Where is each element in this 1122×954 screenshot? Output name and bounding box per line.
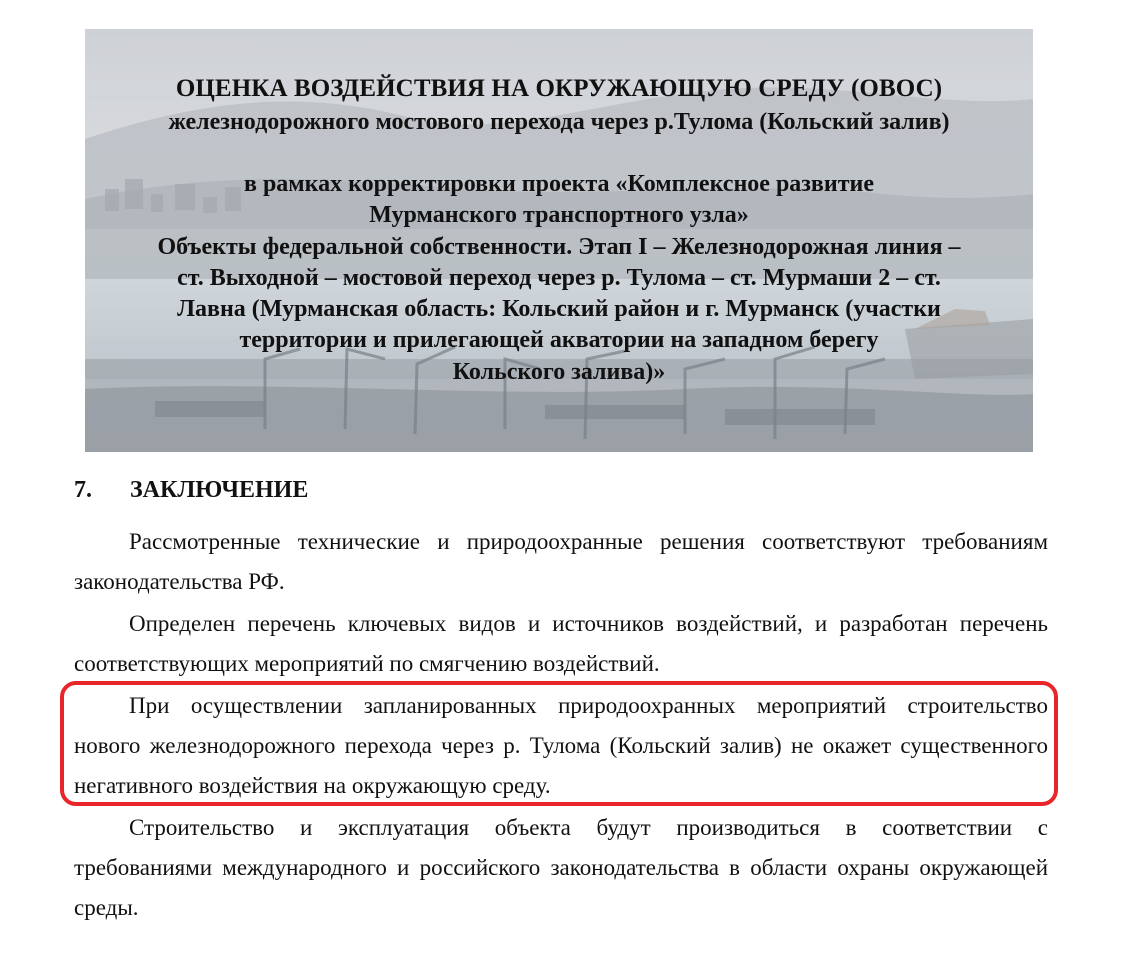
document-subtitle: железнодорожного мостового перехода через р.Тулома (Кольский залив) — [168, 109, 950, 135]
paragraph-line: соответствующих мероприятий по смягчению воздействий. — [74, 651, 660, 676]
section-title: ЗАКЛЮЧЕНИЕ — [130, 477, 309, 503]
project-description — [85, 169, 1033, 388]
section-heading — [74, 474, 308, 506]
project-description-line: в рамках корректировки проекта «Комплексное развитие — [244, 171, 874, 197]
paragraph-legislation — [74, 808, 1048, 928]
project-description-line: территории и прилегающей акватории на западном берегу — [239, 327, 879, 354]
paragraph-line: При осуществлении запланированных природоохранных мероприятий строительство — [129, 693, 1048, 718]
project-description-line: Объекты федеральной собственности. Этап I – Железнодорожная линия – — [157, 233, 961, 260]
project-description-line: Лавна (Мурманская область: Кольский район и г. Мурманск (участки — [177, 296, 941, 323]
paragraph-line: нового железнодорожного перехода через р. Тулома (Кольский залив) не окажет существенного — [74, 733, 1048, 758]
section-number: 7. — [74, 477, 92, 503]
paragraph-compliance — [74, 522, 1048, 602]
paragraph-line: Определен перечень ключевых видов и источников воздействий, и разработан перечень — [129, 611, 1048, 636]
project-description-line: Кольского залива)» — [452, 358, 666, 385]
paragraph-line: законодательства РФ. — [74, 569, 285, 594]
paragraph-line: негативного воздействия на окружающую среду. — [74, 773, 551, 798]
project-description-line: Мурманского транспортного узла» — [369, 202, 749, 229]
paragraph-line: Строительство и эксплуатация объекта будут производиться в соответствии с — [129, 815, 1048, 840]
paragraph-line: среды. — [74, 895, 139, 920]
paragraph-line: Рассмотренные технические и природоохранные решения соответствуют требованиям — [129, 529, 1048, 554]
document-title: ОЦЕНКА ВОЗДЕЙСТВИЯ НА ОКРУЖАЮЩУЮ СРЕДУ (ОВОС) — [175, 75, 943, 102]
project-description-line: ст. Выходной – мостовой переход через р. Тулома – ст. Мурмаши 2 – ст. — [177, 264, 941, 291]
header-banner — [85, 29, 1033, 452]
paragraph-impacts — [74, 604, 1048, 684]
paragraph-line: требованиями международного и российского законодательства в области охраны окружающей — [74, 855, 1048, 880]
paragraph-highlighted-conclusion — [74, 686, 1048, 806]
